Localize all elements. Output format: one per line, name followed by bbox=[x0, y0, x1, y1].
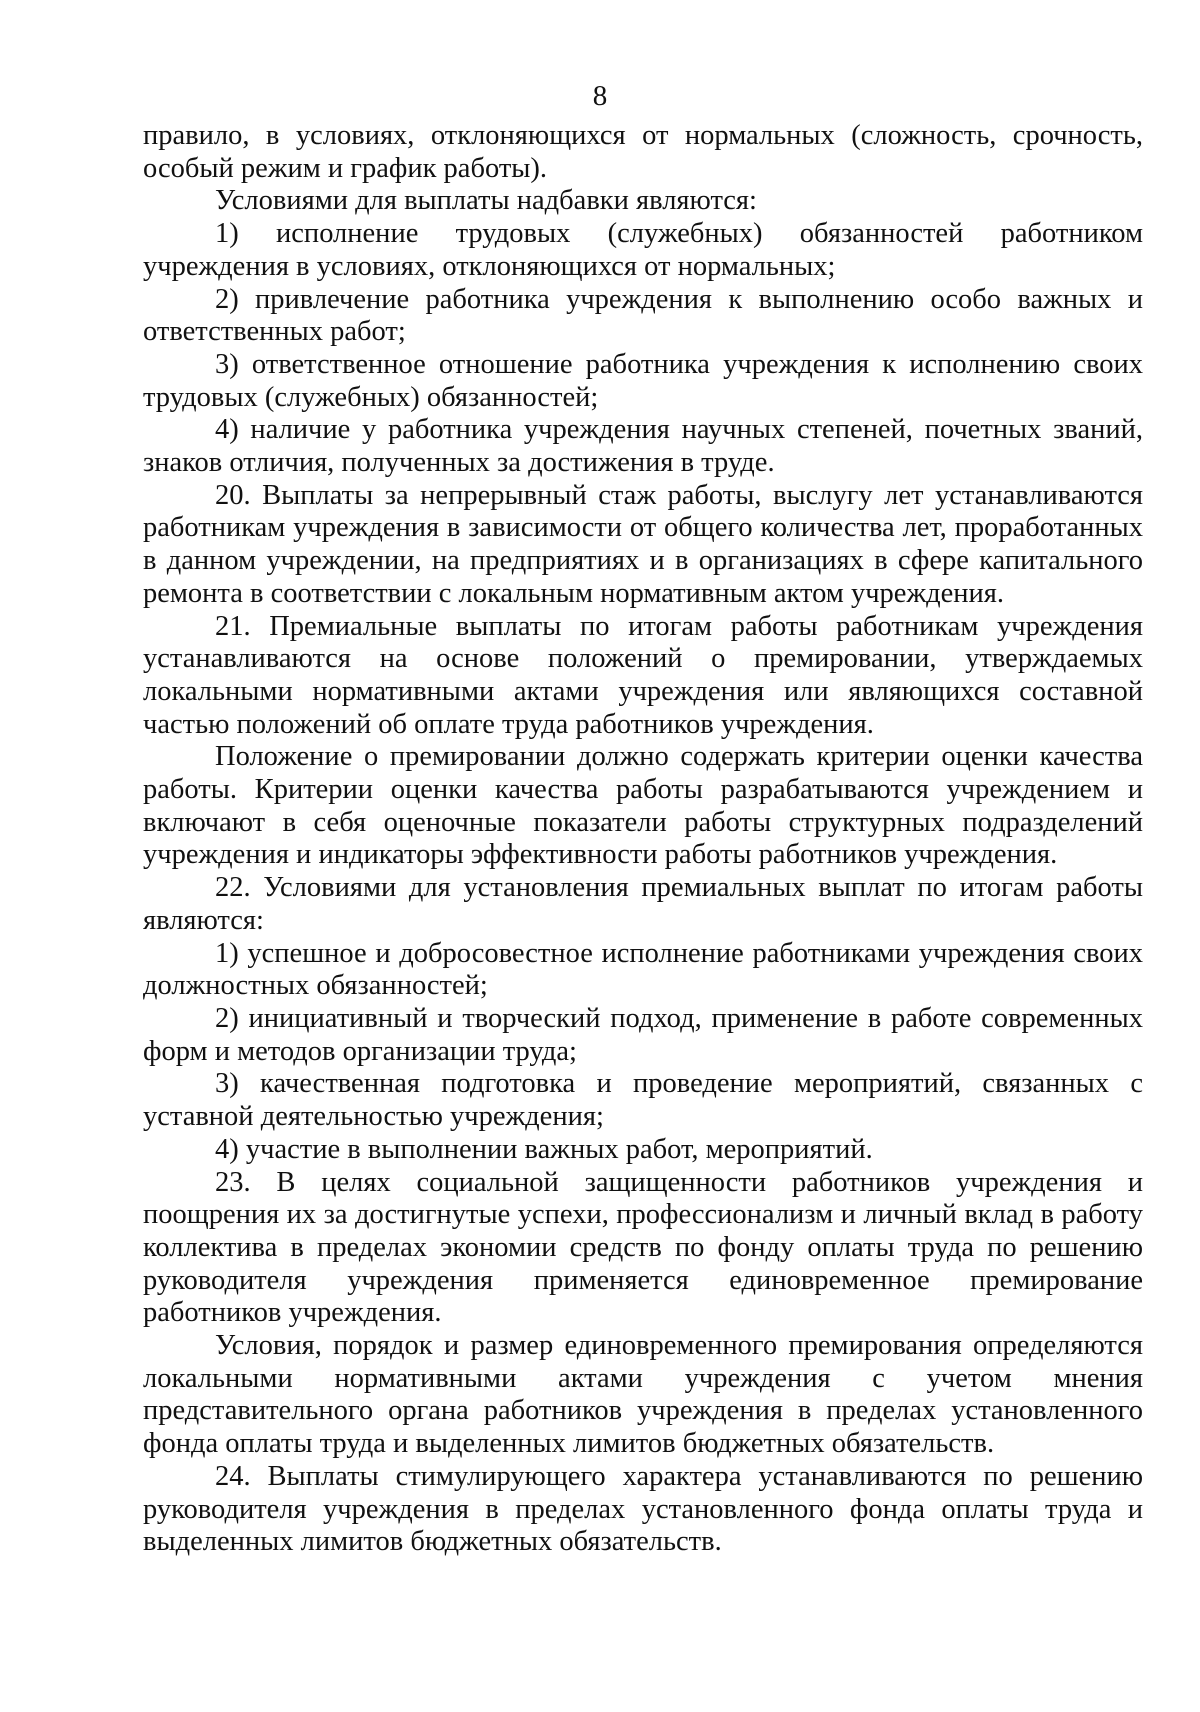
clause-23: 23. В целях социальной защищенности работников учреждения и поощрения их за достигнутые успехи, профессионализм и личный вклад в работу коллектива в пределах экономии средств по фонду оплаты труда по решению руководителя учреждения применяется единовременное премирование работников учреждения. bbox=[143, 1166, 1143, 1329]
list-item-allowance-1: 1) исполнение трудовых (служебных) обязанностей работником учреждения в условиях, отклоняющихся от нормальных; bbox=[143, 218, 1143, 282]
list-item-allowance-2: 2) привлечение работника учреждения к выполнению особо важных и ответственных работ; bbox=[143, 283, 1143, 348]
paragraph-continuation: правило, в условиях, отклоняющихся от нормальных (сложность, срочность, особый режим и график работы). bbox=[143, 120, 1143, 184]
paragraph-bonus-regulation: Положение о премировании должно содержать критерии оценки качества работы. Критерии оценки качества работы разрабатываются учреждением и включают в себя оценочные показатели работы структурных подразделений учреждения и индикаторы эффективности работы работников учреждения. bbox=[143, 741, 1143, 871]
page-number: 8 bbox=[592, 80, 608, 112]
list-item-bonus-4: 4) участие в выполнении важных работ, мероприятий. bbox=[215, 1133, 873, 1165]
list-item-allowance-4: 4) наличие у работника учреждения научных степеней, почетных званий, знаков отличия, полученных за достижения в труде. bbox=[143, 414, 1143, 479]
clause-22: 22. Условиями для установления премиальных выплат по итогам работы являются: bbox=[143, 872, 1143, 936]
clause-24: 24. Выплаты стимулирующего характера устанавливаются по решению руководителя учреждения в пределах установленного фонда оплаты труда и выделенных лимитов бюджетных обязательств. bbox=[143, 1460, 1143, 1558]
clause-21: 21. Премиальные выплаты по итогам работы работникам учреждения устанавливаются на основе положений о премировании, утверждаемых локальными нормативными актами учреждения или являющихся составной частью положений об оплате труда работников учреждения. bbox=[143, 610, 1143, 740]
list-item-bonus-1: 1) успешное и добросовестное исполнение работниками учреждения своих должностных обязанностей; bbox=[143, 937, 1143, 1002]
clause-20: 20. Выплаты за непрерывный стаж работы, выслугу лет устанавливаются работникам учреждения в зависимости от общего количества лет, проработанных в данном учреждении, на предприятиях и в организациях в сфере капитального ремонта в соответствии с локальным нормативным актом учреждения. bbox=[143, 479, 1143, 609]
list-item-allowance-3: 3) ответственное отношение работника учреждения к исполнению своих трудовых (служебных) обязанностей; bbox=[143, 348, 1143, 413]
paragraph-one-time-bonus-conditions: Условия, порядок и размер единовременного премирования определяются локальными нормативными актами учреждения с учетом мнения представительного органа работников учреждения в пределах установленного фонда оплаты труда и выделенных лимитов бюджетных обязательств. bbox=[143, 1330, 1143, 1460]
paragraph-allowance-conditions-intro: Условиями для выплаты надбавки являются: bbox=[215, 185, 757, 217]
list-item-bonus-3: 3) качественная подготовка и проведение мероприятий, связанных с уставной деятельностью учреждения; bbox=[143, 1068, 1143, 1133]
document-body bbox=[143, 120, 1143, 1559]
list-item-bonus-2: 2) инициативный и творческий подход, применение в работе современных форм и методов организации труда; bbox=[143, 1002, 1143, 1067]
